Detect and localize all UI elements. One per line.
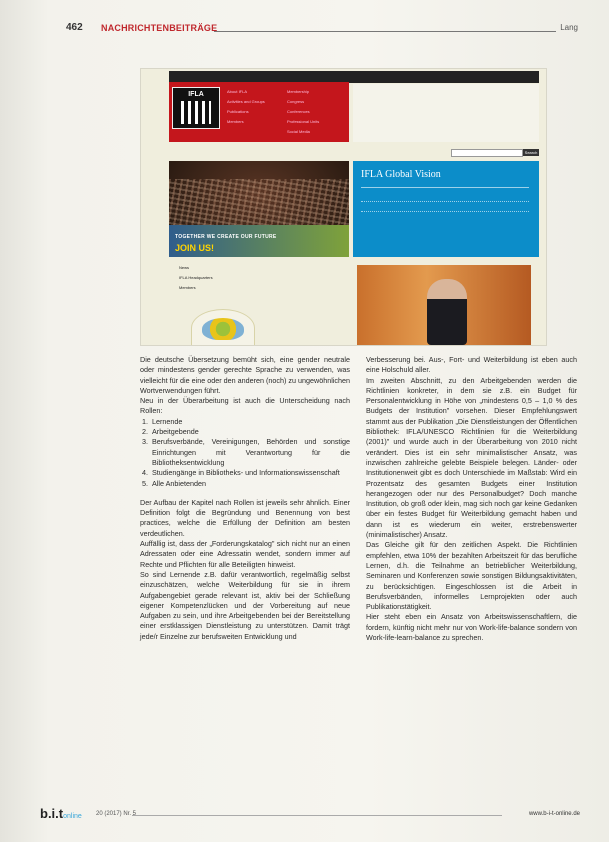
site-menu-item: Members bbox=[227, 119, 244, 124]
site-search-box bbox=[451, 149, 523, 157]
portrait-photo bbox=[357, 265, 531, 345]
text-column-left bbox=[140, 355, 350, 642]
site-menu-col2 bbox=[287, 87, 319, 137]
section-title: NACHRICHTENBEITRÄGE bbox=[101, 23, 218, 33]
site-menu-item: About IFLA bbox=[227, 89, 248, 94]
paragraph: Neu in der Überarbeitung ist auch die Unterscheidung nach Rollen: bbox=[140, 396, 350, 416]
roles-list bbox=[140, 417, 350, 489]
global-vision-text-line bbox=[361, 201, 529, 202]
crowd-photo bbox=[169, 179, 349, 229]
site-menu-col1 bbox=[227, 87, 265, 127]
paragraph-gap bbox=[140, 489, 350, 498]
site-list-item: News bbox=[179, 265, 190, 270]
site-top-right bbox=[353, 84, 539, 142]
text-column-right bbox=[366, 355, 577, 643]
site-menu-item: Social Media bbox=[287, 129, 310, 134]
site-list-item: IFLA Headquarters bbox=[179, 275, 213, 280]
paragraph: Das Gleiche gilt für den zeitlichen Aspekt. Die Richtlinien empfehlen, etwa 10% der bezahlten Arbeitszeit für das berufliche Lernen, d.h. die Teilnahme an betrieblicher Weiterbildung, Seminaren und Konferenzen sowie sonstigen Bildungsaktivitäten, zu berücksichtigen. Eingeschlossen ist die Arbeit in Berufsverbänden, informelles Lernprojekten oder auch Publikationstätigkeit. bbox=[366, 540, 577, 612]
paragraph: Im zweiten Abschnitt, zu den Arbeitgebenden werden die Richtlinien konkreter, in dem sie z.B. ein Budget für Personalentwicklung in Höhe von „mindestens 0,5 – 1,0 % des Budgets der Institution" vorsehen. Dieser Empfehlungswert stammt aus der Publikation „Die Dienstleistungen der Öffentlichen Bibliothek: IFLA/UNESCO Richtlinien für die Weiterbildung (2001)" und wurde auch in der Überarbeitung von 2010 nicht verändert. Dies ist ein sehr minimalistischer Ansatz, was inzwischen zahlreiche gelebte Beispiele belegen. Länder- oder Institutionenweit gibt es doch Unterschiede im Maßstab: Wird ein Prozentsatz des gesamten Budgets einer Institution herangezogen oder nur des Personalbudget? Doch manche Institution, ob groß oder klein, mag sich noch gar keine Gedanken über ein festes Budget für Weiterbildung gemacht haben und dann ist es wiederum ein weiter, erstrebenswerter (minimalistischer) Ansatz. bbox=[366, 375, 577, 540]
congress-photo-banner bbox=[169, 161, 349, 257]
paragraph: Hier steht eben ein Ansatz von Arbeitswissenschaftlern, die fordern, künftig nicht mehr nur von Work-life-balance sondern von Work-life-learn-balance zu sprechen. bbox=[366, 612, 577, 643]
page-number: 462 bbox=[66, 22, 83, 33]
site-menu-item: Congress bbox=[287, 99, 305, 104]
roles-list-item: 1. Lernende bbox=[150, 417, 350, 427]
heart-emblem bbox=[191, 309, 255, 346]
paragraph: Auffällig ist, dass der „Forderungskatalog" sich nicht nur an einen Adressaten oder eine Adressatin wendet, sondern immer auf Rechte und Pflichten für alle Beteiligten hinweist. bbox=[140, 539, 350, 569]
header-rule bbox=[214, 31, 556, 32]
roles-list-item: 5. Alle Anbietenden bbox=[150, 479, 350, 489]
ifla-website-screenshot bbox=[140, 68, 547, 346]
footer-url: www.b-i-t-online.de bbox=[528, 811, 580, 817]
ifla-logo bbox=[172, 87, 220, 129]
site-menu-item: Professional Units bbox=[287, 119, 320, 124]
site-menu-item: Conferences bbox=[287, 109, 310, 114]
issue-info: 20 (2017) Nr. 5 bbox=[96, 811, 137, 817]
paragraph: Die deutsche Übersetzung bemüht sich, eine gender neutrale oder mindestens gender gerechte Sprache zu verwenden, was vielleicht für die eine oder den anderen (noch) zu ungewöhnlichen Wortverwendungen führt. bbox=[140, 355, 350, 395]
running-header bbox=[66, 22, 578, 36]
ifla-logo-bars bbox=[181, 101, 211, 124]
footer-rule bbox=[132, 815, 502, 816]
banner-together-text: TOGETHER WE CREATE OUR FUTURE bbox=[175, 234, 277, 240]
site-list-item: Members bbox=[179, 285, 196, 290]
roles-list-item: 3. Berufsverbände, Vereinigungen, Behörden und sonstige Einrichtungen mit Verantwortung für die Bibliotheksentwicklung bbox=[150, 437, 350, 468]
paragraph: So sind Lernende z.B. dafür verantwortlich, regelmäßig selbst einzuschätzen, welche Weiterbildung für sie in ihrem Aufgabengebiet gerade relevant ist, aktiv bei der Schließung eigener Kompetenzlücken und der Vorbereitung auf neue Aufgaben zu sein, und ihre Arbeitgebenden bei der Bereitstellung einer erstklassigen Dienstleistung zu unterstützen. Damit trägt jede/r Einzelne zur berufsweiten Entwicklung und bbox=[140, 569, 350, 641]
roles-list-item: 2. Arbeitgebende bbox=[150, 427, 350, 437]
paragraph: Der Aufbau der Kapitel nach Rollen ist jeweils sehr ähnlich. Einer Definition folgt die Begründung und Benennung von best practices, welche die Erfüllung der Definition am besten verdeutlichen. bbox=[140, 497, 350, 538]
author-name: Lang bbox=[560, 23, 578, 32]
global-vision-text-line bbox=[361, 211, 529, 212]
global-vision-rule bbox=[361, 187, 529, 188]
site-red-menu bbox=[169, 82, 349, 142]
global-vision-title: IFLA Global Vision bbox=[361, 169, 441, 180]
site-menu-item: Membership bbox=[287, 89, 310, 94]
roles-list-item: 4. Studiengänge in Bibliotheks- und Informationswissenschaft bbox=[150, 468, 350, 478]
heart-emblem-inner bbox=[202, 318, 244, 340]
page-footer bbox=[40, 808, 580, 822]
logo-suffix: online bbox=[63, 813, 82, 820]
site-left-list bbox=[179, 263, 213, 293]
banner-join-text: JOIN US! bbox=[175, 243, 215, 253]
site-search-button: Search bbox=[524, 150, 538, 155]
bit-online-logo bbox=[40, 806, 82, 821]
site-menu-item: Publications bbox=[227, 109, 249, 114]
site-menu-item: Activities and Groups bbox=[227, 99, 265, 104]
logo-main: b.i.t bbox=[40, 806, 64, 821]
global-vision-panel bbox=[353, 161, 539, 257]
ifla-logo-text: IFLA bbox=[188, 91, 204, 98]
portrait-figure bbox=[427, 279, 467, 345]
paragraph: Verbesserung bei. Aus-, Fort- und Weiterbildung ist eben auch eine Holschuld aller. bbox=[366, 355, 577, 375]
